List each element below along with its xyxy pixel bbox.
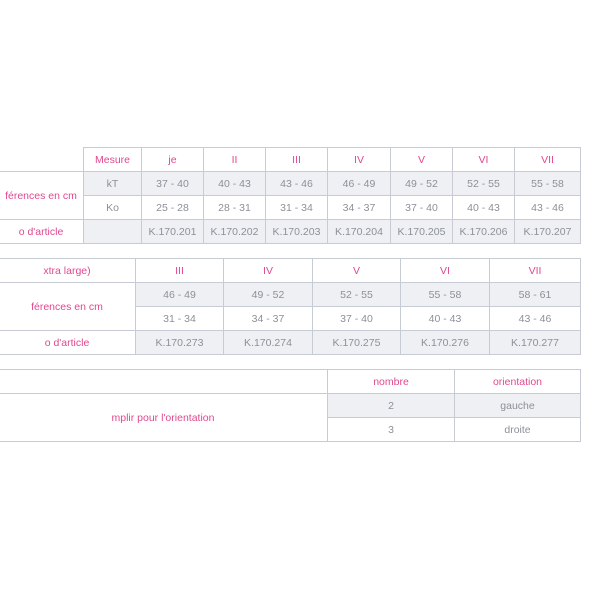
article-number: K.170.207	[515, 220, 581, 244]
table-row	[0, 370, 581, 394]
article-number: K.170.274	[224, 331, 313, 355]
ko-value: 37 - 40	[391, 196, 453, 220]
size-header: VI	[453, 148, 515, 172]
table-row	[0, 148, 581, 172]
article-number: K.170.277	[490, 331, 581, 355]
corner-cell	[0, 370, 328, 394]
article-label: o d'article	[0, 220, 84, 244]
circumference-value: 34 - 37	[224, 307, 313, 331]
circumference-value: 46 - 49	[136, 283, 224, 307]
size-header: VII	[515, 148, 581, 172]
circumference-value: 43 - 46	[490, 307, 581, 331]
table-row	[0, 283, 581, 307]
article-number: K.170.275	[313, 331, 401, 355]
article-number: K.170.203	[266, 220, 328, 244]
article-number: K.170.205	[391, 220, 453, 244]
circumference-label: férences en cm	[0, 283, 136, 331]
ko-value: 25 - 28	[142, 196, 204, 220]
article-number: K.170.201	[142, 220, 204, 244]
size-header: V	[313, 259, 401, 283]
kt-value: 37 - 40	[142, 172, 204, 196]
circumference-value: 49 - 52	[224, 283, 313, 307]
article-number: K.170.273	[136, 331, 224, 355]
size-header: IV	[224, 259, 313, 283]
kt-value: 52 - 55	[453, 172, 515, 196]
table-row	[0, 172, 581, 196]
circumference-value: 31 - 34	[136, 307, 224, 331]
ko-value: 40 - 43	[453, 196, 515, 220]
kt-value: 55 - 58	[515, 172, 581, 196]
mesure-header: Mesure	[84, 148, 142, 172]
article-number: K.170.276	[401, 331, 490, 355]
circumference-label: férences en cm	[0, 172, 84, 220]
article-number: K.170.202	[204, 220, 266, 244]
orientation-table	[0, 369, 581, 442]
extra-large-label: xtra large)	[0, 259, 136, 283]
table-row	[0, 259, 581, 283]
nombre-value: 3	[328, 418, 455, 442]
article-label-blank	[84, 220, 142, 244]
kt-value: 43 - 46	[266, 172, 328, 196]
kt-value: 40 - 43	[204, 172, 266, 196]
size-header: V	[391, 148, 453, 172]
size-header: III	[266, 148, 328, 172]
nombre-header: nombre	[328, 370, 455, 394]
orientation-value: gauche	[455, 394, 581, 418]
size-header: III	[136, 259, 224, 283]
ko-value: 43 - 46	[515, 196, 581, 220]
orientation-header: orientation	[455, 370, 581, 394]
circumference-value: 40 - 43	[401, 307, 490, 331]
table-row	[0, 331, 581, 355]
article-label: o d'article	[0, 331, 136, 355]
ko-value: 34 - 37	[328, 196, 391, 220]
orientation-value: droite	[455, 418, 581, 442]
circumference-value: 37 - 40	[313, 307, 401, 331]
table-row	[0, 196, 581, 220]
orientation-label: mplir pour l'orientation	[0, 394, 328, 442]
nombre-value: 2	[328, 394, 455, 418]
ko-label: Ko	[84, 196, 142, 220]
size-table-standard	[0, 147, 581, 244]
circumference-value: 58 - 61	[490, 283, 581, 307]
kt-value: 46 - 49	[328, 172, 391, 196]
size-header: je	[142, 148, 204, 172]
article-number: K.170.204	[328, 220, 391, 244]
size-table-extra-large	[0, 258, 581, 355]
circumference-value: 55 - 58	[401, 283, 490, 307]
size-header: VII	[490, 259, 581, 283]
corner-cell	[0, 148, 84, 172]
circumference-value: 52 - 55	[313, 283, 401, 307]
kt-value: 49 - 52	[391, 172, 453, 196]
ko-value: 31 - 34	[266, 196, 328, 220]
size-header: IV	[328, 148, 391, 172]
table-row	[0, 220, 581, 244]
size-header: VI	[401, 259, 490, 283]
size-header: II	[204, 148, 266, 172]
ko-value: 28 - 31	[204, 196, 266, 220]
article-number: K.170.206	[453, 220, 515, 244]
table-row	[0, 394, 581, 418]
kt-label: kT	[84, 172, 142, 196]
